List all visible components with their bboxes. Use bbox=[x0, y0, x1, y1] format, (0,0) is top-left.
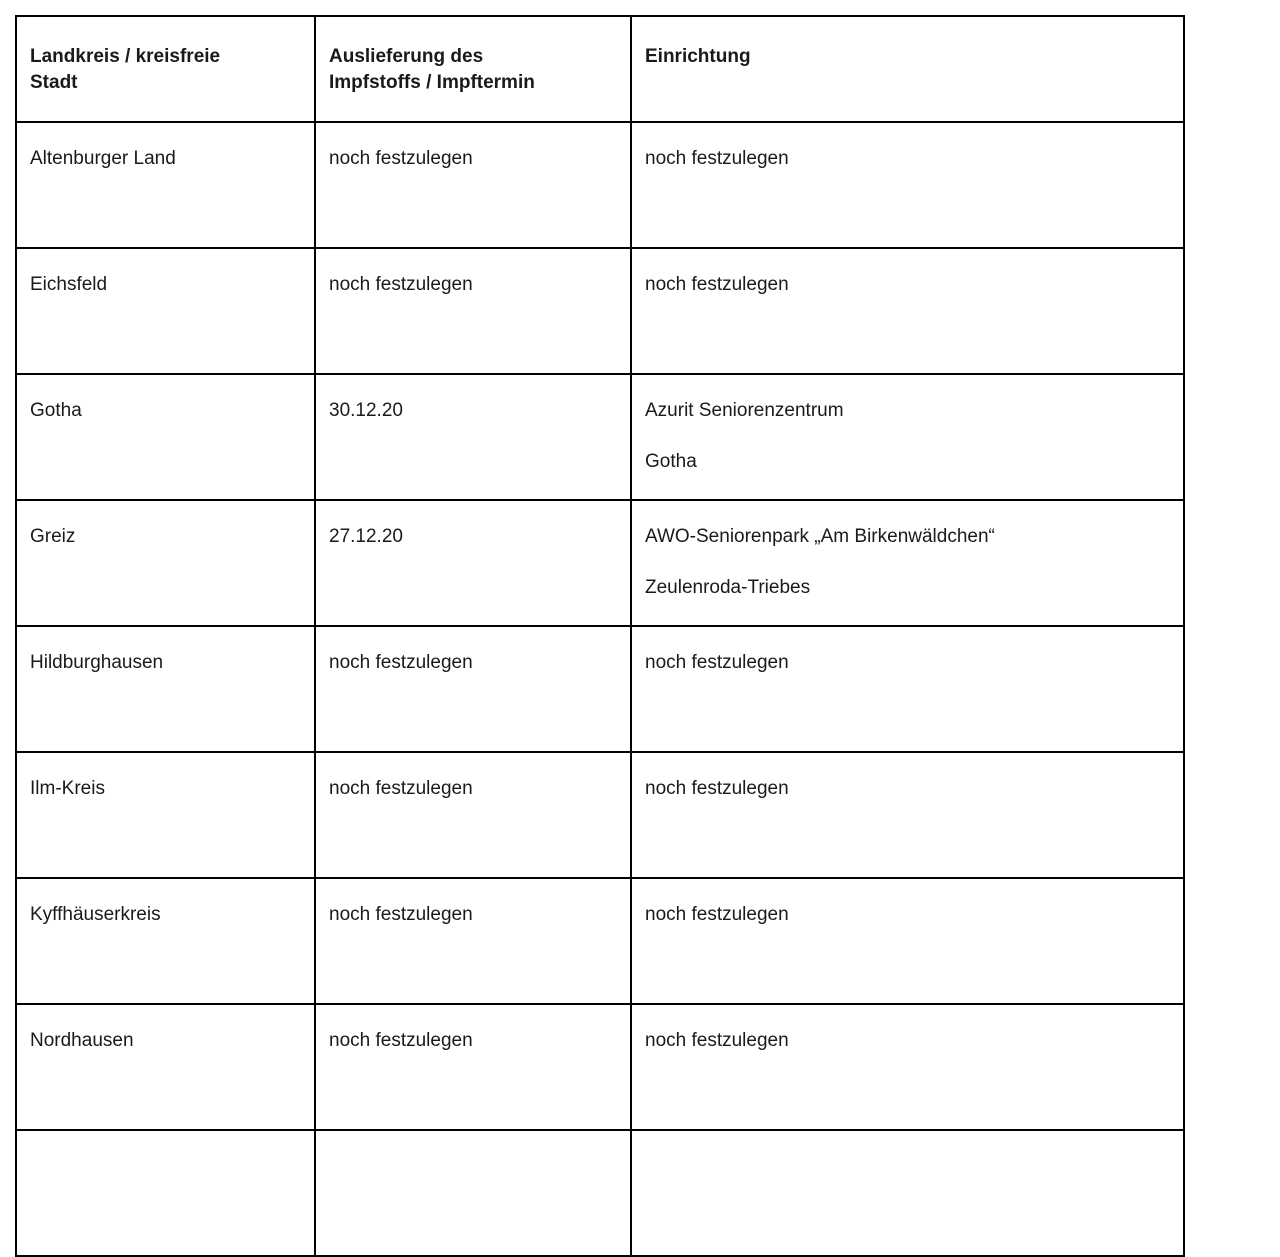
cell-landkreis bbox=[16, 500, 315, 626]
cell-einrichtung bbox=[631, 248, 1184, 374]
auslieferung-value: noch festzulegen bbox=[329, 778, 473, 799]
table-row bbox=[16, 122, 1184, 248]
cell-auslieferung bbox=[315, 1004, 631, 1130]
cell-auslieferung bbox=[315, 374, 631, 500]
table-header-row bbox=[16, 16, 1184, 122]
landkreis-value: Gotha bbox=[30, 400, 82, 421]
landkreis-value: Altenburger Land bbox=[30, 148, 176, 169]
cell-auslieferung bbox=[315, 878, 631, 1004]
cell-landkreis bbox=[16, 248, 315, 374]
cell-landkreis bbox=[16, 1004, 315, 1130]
cell-einrichtung bbox=[631, 1004, 1184, 1130]
einrichtung-line: AWO-Seniorenpark „Am Birkenwäldchen“ bbox=[645, 526, 995, 547]
cell-auslieferung bbox=[315, 626, 631, 752]
auslieferung-value: 30.12.20 bbox=[329, 400, 403, 421]
landkreis-value: Nordhausen bbox=[30, 1030, 134, 1051]
column-header-landkreis bbox=[16, 16, 315, 122]
cell-landkreis bbox=[16, 626, 315, 752]
cell-einrichtung bbox=[631, 878, 1184, 1004]
cell-auslieferung bbox=[315, 1130, 631, 1256]
auslieferung-value: noch festzulegen bbox=[329, 904, 473, 925]
column-header-einrichtung bbox=[631, 16, 1184, 122]
column-header-auslieferung bbox=[315, 16, 631, 122]
einrichtung-line: Azurit Seniorenzentrum bbox=[645, 400, 844, 421]
cell-auslieferung bbox=[315, 248, 631, 374]
landkreis-value: Eichsfeld bbox=[30, 274, 108, 295]
table-row bbox=[16, 626, 1184, 752]
vaccination-delivery-table bbox=[15, 15, 1185, 1257]
landkreis-value: Kyffhäuserkreis bbox=[30, 904, 161, 925]
cell-einrichtung bbox=[631, 752, 1184, 878]
einrichtung-line: Zeulenroda-Triebes bbox=[645, 577, 811, 598]
cell-einrichtung bbox=[631, 122, 1184, 248]
einrichtung-line: noch festzulegen bbox=[645, 148, 789, 169]
auslieferung-value: noch festzulegen bbox=[329, 652, 473, 673]
column-header-landkreis-label: Landkreis / kreisfreie Stadt bbox=[30, 46, 221, 93]
einrichtung-line: noch festzulegen bbox=[645, 652, 789, 673]
cell-landkreis bbox=[16, 1130, 315, 1256]
landkreis-value: Ilm-Kreis bbox=[30, 778, 105, 799]
cell-landkreis bbox=[16, 374, 315, 500]
cell-einrichtung bbox=[631, 374, 1184, 500]
table-row bbox=[16, 500, 1184, 626]
table-row-partial bbox=[16, 1130, 1184, 1256]
einrichtung-line: noch festzulegen bbox=[645, 1030, 789, 1051]
einrichtung-line: Gotha bbox=[645, 451, 697, 472]
einrichtung-line: noch festzulegen bbox=[645, 274, 789, 295]
cell-einrichtung bbox=[631, 626, 1184, 752]
cell-auslieferung bbox=[315, 752, 631, 878]
table-row bbox=[16, 248, 1184, 374]
einrichtung-line: noch festzulegen bbox=[645, 904, 789, 925]
column-header-auslieferung-label: Auslieferung des Impfstoffs / Impftermin bbox=[329, 46, 535, 93]
auslieferung-value: noch festzulegen bbox=[329, 274, 473, 295]
auslieferung-value: noch festzulegen bbox=[329, 148, 473, 169]
cell-auslieferung bbox=[315, 122, 631, 248]
landkreis-value: Greiz bbox=[30, 526, 76, 547]
auslieferung-value: 27.12.20 bbox=[329, 526, 403, 547]
cell-einrichtung bbox=[631, 1130, 1184, 1256]
cell-landkreis bbox=[16, 752, 315, 878]
cell-landkreis bbox=[16, 122, 315, 248]
table-row bbox=[16, 374, 1184, 500]
cell-auslieferung bbox=[315, 500, 631, 626]
table-row bbox=[16, 752, 1184, 878]
landkreis-value: Hildburghausen bbox=[30, 652, 164, 673]
auslieferung-value: noch festzulegen bbox=[329, 1030, 473, 1051]
table-row bbox=[16, 878, 1184, 1004]
table-row bbox=[16, 1004, 1184, 1130]
einrichtung-line: noch festzulegen bbox=[645, 778, 789, 799]
cell-landkreis bbox=[16, 878, 315, 1004]
cell-einrichtung bbox=[631, 500, 1184, 626]
column-header-einrichtung-label: Einrichtung bbox=[645, 46, 751, 67]
